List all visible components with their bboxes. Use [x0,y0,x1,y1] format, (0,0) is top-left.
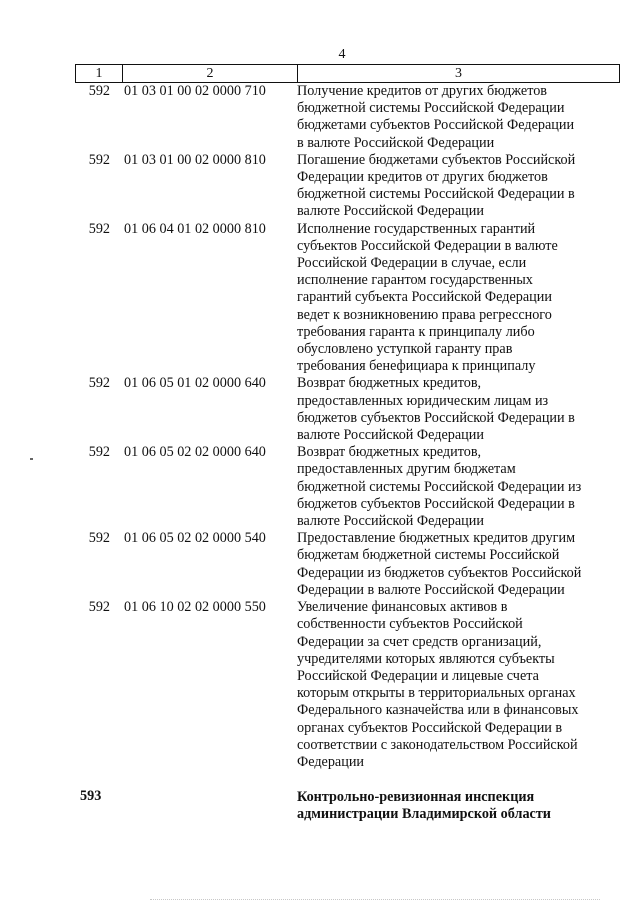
description-line: Российской Федерации в случае, если [297,255,527,272]
description-line: требования бенефициара к принципалу [297,358,536,375]
budget-code-cell: 01 03 01 00 02 0000 710 [124,83,266,99]
description-line: валюте Российской Федерации [297,203,484,220]
description-line: бюджетной системы Российской Федерации в [297,186,575,203]
budget-code-cell [110,788,297,823]
description-cell [297,599,602,771]
description-line: предоставленных юридическим лицам из [297,392,549,409]
admin-code-cell: 592 [88,444,110,461]
description-line: Федерации кредитов от других бюджетов [297,169,548,186]
description-line: бюджетам бюджетной системы Российской [297,547,560,564]
admin-code-cell: 592 [88,375,110,392]
table-body [75,83,635,824]
scan-artifact-line [150,899,600,903]
description-line: валюте Российской Федерации [297,513,484,530]
description-line: Предоставление бюджетных кредитов другим [297,530,576,547]
description-line: собственности субъектов Российской [297,616,523,633]
budget-code-cell: 01 06 05 02 02 0000 540 [124,530,266,547]
description-line: в валюте Российской Федерации [297,134,495,151]
description-line: бюджетами субъектов Российской Федерации [297,117,575,134]
admin-code-cell: 592 [88,599,110,616]
admin-code-cell: 592 [88,530,110,547]
admin-code-cell: 593 [80,788,102,805]
header-col-1: 1 [76,65,123,82]
page-number: 4 [338,47,346,62]
description-line: бюджетной системы Российской Федерации [297,100,565,117]
description-line: Федерального казначейства или в финансовых [297,702,579,719]
table-row [75,221,635,376]
description-line: Федерации в валюте Российской Федерации [297,581,565,598]
spacer [75,771,635,788]
description-line: Увеличение финансовых активов в [297,599,508,616]
description-line: соответствии с законодательством Российской [297,736,578,753]
description-line: администрации Владимирской области [297,806,551,823]
table-row [75,444,635,530]
description-cell [297,152,602,221]
description-cell [297,530,602,599]
description-line: органах субъектов Российской Федерации в [297,719,563,736]
budget-code-cell: 01 06 05 02 02 0000 640 [124,444,266,461]
admin-code-cell: 592 [88,151,110,168]
table-row [75,152,635,221]
scan-mark [30,458,33,460]
description-line: Федерации [297,753,365,770]
description-line: Получение кредитов от других бюджетов [297,83,548,99]
budget-code-cell: 01 06 10 02 02 0000 550 [124,599,266,616]
description-line: обусловлено уступкой гаранту прав [297,341,513,358]
description-line: ведет к возникновению права регрессного [297,306,552,323]
description-line: бюджетов субъектов Российской Федерации в [297,409,575,426]
description-line: бюджетов субъектов Российской Федерации в [297,495,575,512]
description-cell [297,221,602,376]
description-line: валюте Российской Федерации [297,427,484,444]
description-line: Погашение бюджетами субъектов Российской [297,151,576,168]
description-line: требования гаранта к принципалу либо [297,323,535,340]
description-line: гарантий субъекта Российской Федерации [297,289,552,306]
description-line: Возврат бюджетных кредитов, [297,444,482,461]
description-line: исполнение гарантом государственных [297,272,533,289]
admin-code-cell: 592 [88,220,110,237]
description-line: предоставленных другим бюджетам [297,461,516,478]
description-line: Возврат бюджетных кредитов, [297,375,482,392]
budget-code-cell: 01 03 01 00 02 0000 810 [124,151,266,168]
section-row [75,788,635,823]
description-cell [297,788,602,823]
table-header [75,64,620,83]
budget-code-cell: 01 06 05 01 02 0000 640 [124,375,266,392]
table-row [75,375,635,444]
description-line: Исполнение государственных гарантий [297,220,536,237]
admin-code-cell: 592 [88,83,110,99]
header-col-3: 3 [455,66,462,81]
table-row [75,530,635,599]
description-line: Федерации за счет средств организаций, [297,633,542,650]
description-line: бюджетной системы Российской Федерации из [297,478,582,495]
table-row [75,599,635,771]
description-line: учредителями которых являются субъекты [297,650,555,667]
budget-code-cell: 01 06 04 01 02 0000 810 [124,220,266,237]
description-line: Контрольно-ревизионная инспекция [297,789,535,806]
description-line: субъектов Российской Федерации в валюте [297,237,558,254]
description-cell [297,83,602,152]
description-cell [297,444,602,530]
table-row [75,83,635,152]
description-cell [297,375,602,444]
description-line: которым открыты в территориальных органах [297,685,576,702]
header-col-2: 2 [123,65,298,82]
description-line: Федерации из бюджетов субъектов Российской [297,564,582,581]
description-line: Российской Федерации и лицевые счета [297,667,539,684]
